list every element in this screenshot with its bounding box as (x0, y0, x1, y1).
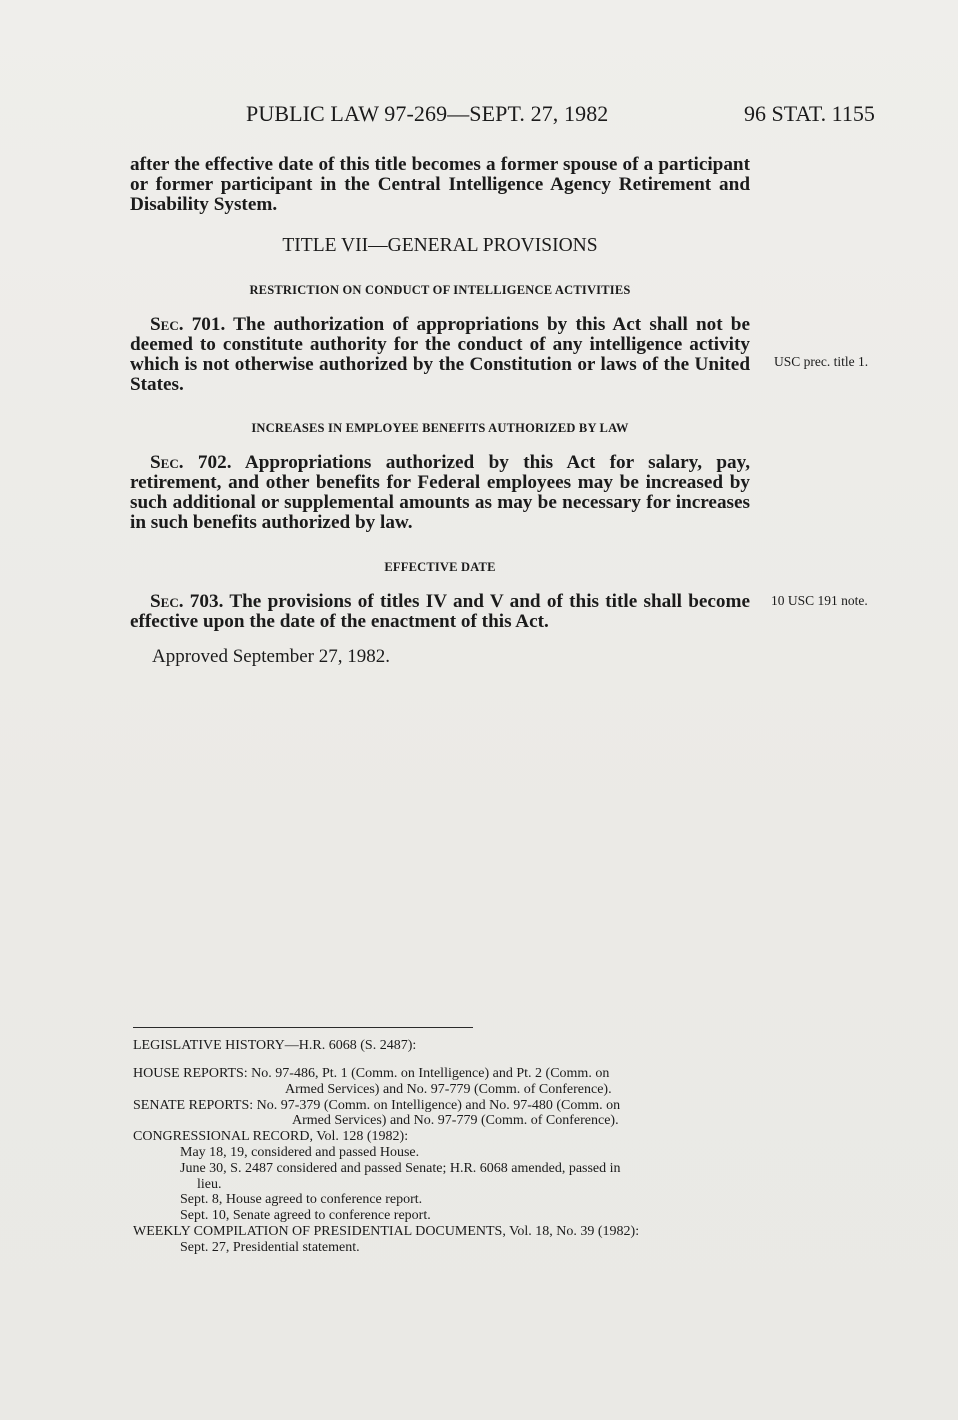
section-701-paragraph (130, 315, 750, 395)
section-702-text: Appropriations authorized by this Act for salary, pay, retirement, and other benefits for Federal employees may be increased by such additional or supplemental amounts as may be necessary for increases in such benefits authorized by law. (130, 452, 750, 533)
section-701-heading: RESTRICTION ON CONDUCT OF INTELLIGENCE ACTIVITIES (249, 283, 631, 297)
approval-line: Approved September 27, 1982. (152, 646, 390, 667)
legislative-history-line: SENATE REPORTS: No. 97-379 (Comm. on Intelligence) and No. 97-480 (Comm. on (133, 1097, 621, 1113)
legislative-history-line: Sept. 27, Presidential statement. (180, 1239, 360, 1255)
section-703-text: The provisions of titles IV and V and of this title shall become effective upon the date of the enactment of this Act. (130, 591, 750, 632)
legislative-history-line: May 18, 19, considered and passed House. (180, 1144, 420, 1160)
section-701-label: Sec. 701. (150, 314, 226, 335)
legislative-history-line: HOUSE REPORTS: No. 97-486, Pt. 1 (Comm. on Intelligence) and Pt. 2 (Comm. on (133, 1066, 610, 1081)
legislative-history-line: Armed Services) and No. 97-779 (Comm. of Conference). (292, 1113, 619, 1129)
section-703-label: Sec. 703. (150, 591, 224, 612)
legislative-history-list (133, 1066, 753, 1256)
title-heading: TITLE VII—GENERAL PROVISIONS (282, 235, 598, 256)
section-702-heading: INCREASES IN EMPLOYEE BENEFITS AUTHORIZED BY LAW (251, 421, 629, 435)
section-701-text: The authorization of appropriations by this Act shall not be deemed to constitute authority for the conduct of any intelligence activity which is not otherwise authorized by the Constitution or laws of the United States. (130, 314, 750, 395)
footnote-divider (133, 1027, 473, 1028)
section-702-paragraph (130, 453, 750, 533)
legislative-history-line: lieu. (197, 1176, 222, 1192)
section-703-heading: EFFECTIVE DATE (384, 560, 496, 574)
legislative-history-line: Sept. 10, Senate agreed to conference report. (180, 1208, 431, 1224)
section-702-label: Sec. 702. (150, 452, 232, 473)
continuation-paragraph: after the effective date of this title becomes a former spouse of a participant or former participant in the Central Intelligence Agency Retirement and Disability System. (130, 154, 750, 215)
legislative-history-line: WEEKLY COMPILATION OF PRESIDENTIAL DOCUMENTS, Vol. 18, No. 39 (1982): (133, 1223, 640, 1239)
running-header-stat-page: 96 STAT. 1155 (744, 101, 875, 126)
legislative-history-line: June 30, S. 2487 considered and passed Senate; H.R. 6068 amended, passed in (180, 1160, 621, 1176)
section-703-paragraph (130, 592, 750, 632)
legislative-history-line: Armed Services) and No. 97-779 (Comm. of Conference). (285, 1081, 612, 1097)
legislative-history-line: Sept. 8, House agreed to conference report. (180, 1192, 423, 1208)
margin-note-703: 10 USC 191 note. (771, 593, 868, 608)
legislative-history-line: CONGRESSIONAL RECORD, Vol. 128 (1982): (133, 1129, 409, 1145)
running-header-title: PUBLIC LAW 97-269—SEPT. 27, 1982 (246, 101, 609, 126)
margin-note-701: USC prec. title 1. (774, 354, 869, 369)
legislative-history-heading: LEGISLATIVE HISTORY—H.R. 6068 (S. 2487): (133, 1038, 417, 1053)
